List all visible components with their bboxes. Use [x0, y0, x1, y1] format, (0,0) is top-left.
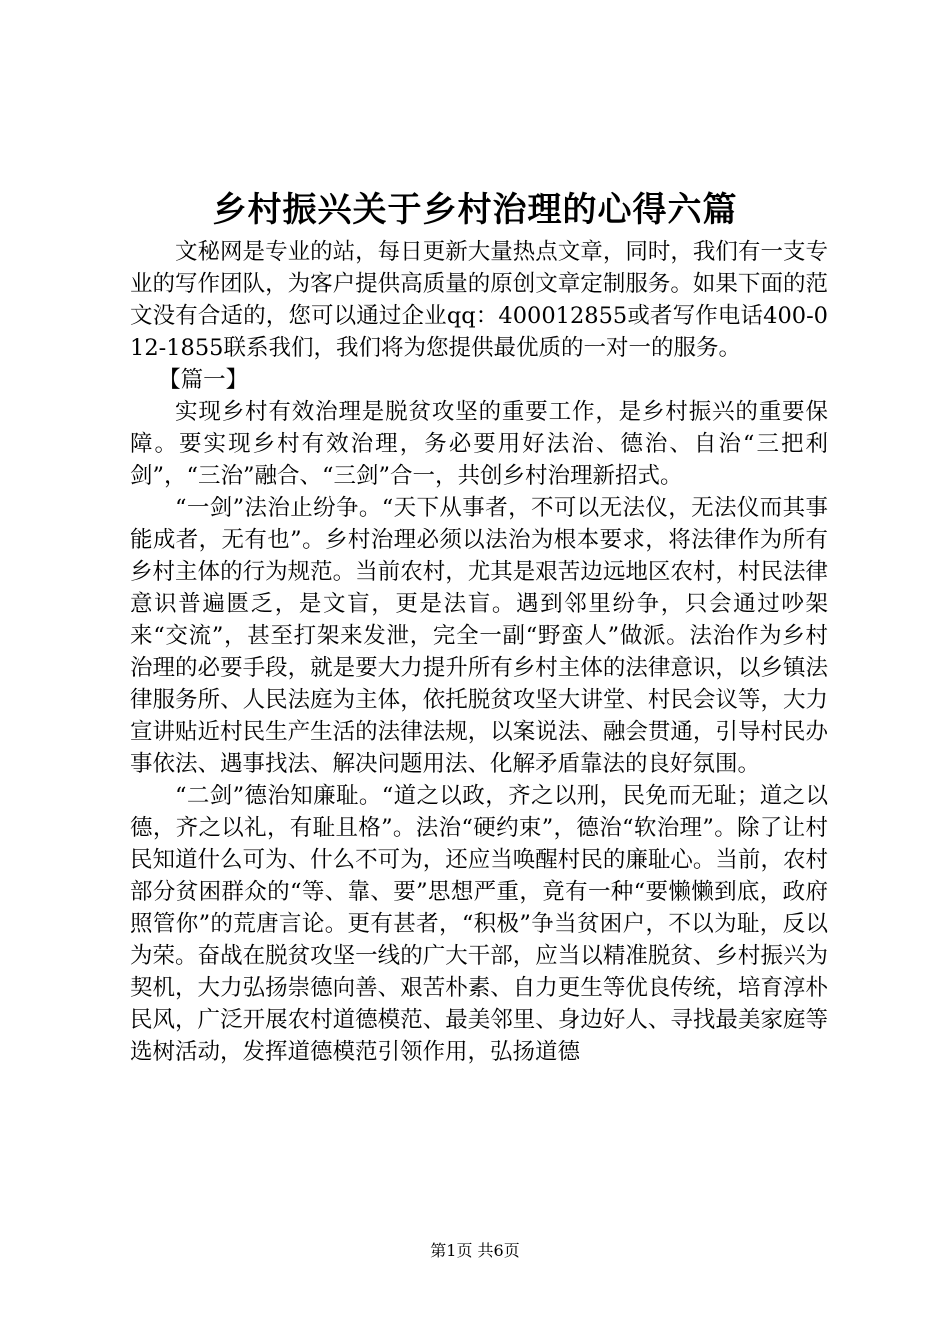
intro-paragraph: 文秘网是专业的站，每日更新大量热点文章，同时，我们有一支专业的写作团队，为客户提供高质量的原创文章定制服务。如果下面的范文没有合适的，您可以通过企业qq：400012855或者写作电话400-012-1855联系我们，我们将为您提供最优质的一对一的服务。	[130, 239, 828, 361]
document-title: 乡村振兴关于乡村治理的心得六篇	[212, 190, 738, 230]
page-number-footer: 第1页 共6页	[430, 1241, 520, 1260]
body-paragraph: 实现乡村有效治理是脱贫攻坚的重要工作，是乡村振兴的重要保障。要实现乡村有效治理，务必要用好法治、德治、自治“三把利剑”，“三治”融合、“三剑”合一，共创乡村治理新招式。	[130, 399, 828, 489]
body-paragraph: “一剑”法治止纷争。“天下从事者，不可以无法仪，无法仪而其事能成者，无有也”。乡村治理必须以法治为根本要求，将法律作为所有乡村主体的行为规范。当前农村，尤其是艰苦边远地区农村，村民法律意识普遍匮乏，是文盲，更是法盲。遇到邻里纷争，只会通过吵架来“交流”，甚至打架来发泄，完全一副“野蛮人”做派。法治作为乡村治理的必要手段，就是要大力提升所有乡村主体的法律意识，以乡镇法律服务所、人民法庭为主体，依托脱贫攻坚大讲堂、村民会议等，大力宣讲贴近村民生产生活的法律法规，以案说法、融会贯通，引导村民办事依法、遇事找法、解决问题用法、化解矛盾靠法的良好氛围。	[130, 495, 828, 777]
document-body	[130, 236, 828, 1068]
section-heading: 【篇一】	[158, 367, 249, 393]
body-paragraph: “二剑”德治知廉耻。“道之以政，齐之以刑，民免而无耻；道之以德，齐之以礼，有耻且格”。法治“硬约束”，德治“软治理”。除了让村民知道什么可为、什么不可为，还应当唤醒村民的廉耻心。当前，农村部分贫困群众的“等、靠、要”思想严重，竟有一种“要懒懒到底，政府照管你”的荒唐言论。更有甚者，“积极”争当贫困户，不以为耻，反以为荣。奋战在脱贫攻坚一线的广大干部，应当以精准脱贫、乡村振兴为契机，大力弘扬崇德向善、艰苦朴素、自力更生等优良传统，培育淳朴民风，广泛开展农村道德模范、最美邻里、身边好人、寻找最美家庭等选树活动，发挥道德模范引领作用，弘扬道德	[130, 783, 828, 1065]
